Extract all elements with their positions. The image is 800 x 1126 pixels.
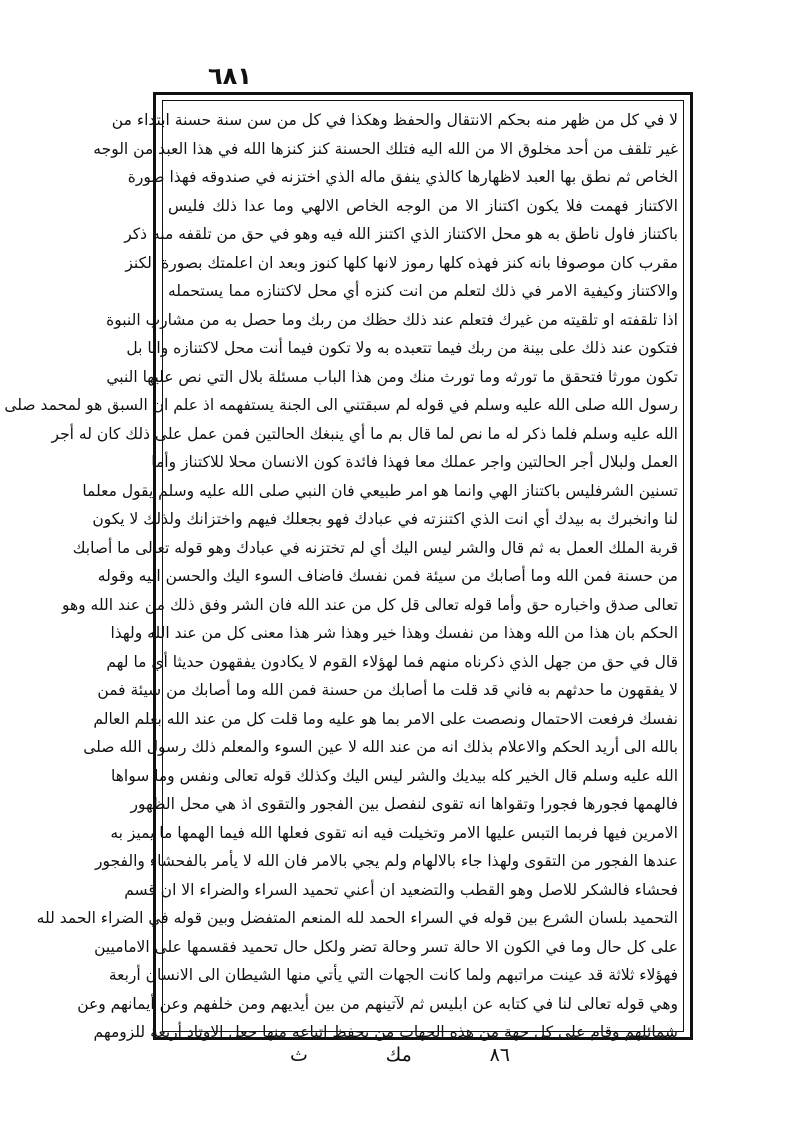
text-line: قال في حق من جهل الذي ذكرناه منهم فما لهؤلاء القوم لا يكادون يفقهون حديثا أي ما لهم <box>106 652 678 671</box>
signature-number: ٨٦ <box>489 1044 510 1066</box>
text-line: بالله الى أريد الحكم والاعلام بذلك انه من عند الله لا عين السوء والمعلم ذلك رسول الله صلى <box>83 738 678 756</box>
text-line: من حسنة فمن الله وما أصابك من سيئة فمن نفسك فاضاف السوء اليك والحسن اليه وقوله <box>97 567 678 585</box>
text-line: العمل ولبلال أجر الحالتين واجر عملك معا فهذا فائدة كون الانسان محلا للاكتناز وأما <box>151 453 678 471</box>
text-line: فتكون عند ذلك على بينة من ربك فيما تتعبده به ولا تكون فيما أنت محل لاكتنازه وانا بل <box>126 339 678 357</box>
text-line: لنا وانخبرك به بيدك أي انت الذي اكتنزته في عبادك فهو بجعلك فيهم واختزانك ولذلك لا يكون <box>92 510 678 528</box>
text-line: رسول الله صلى الله عليه وسلم في قوله لم سبقتني الى الجنة يستفهمه اذ علم ان السبق هو لمحمد صلى <box>4 396 678 414</box>
text-line: مقرب كان موصوفا بانه كنز فهذه كلها رموز لانها كلها كنوز وبعد ان اعلمتك بصورة الكنز <box>125 253 678 272</box>
text-line: شمائلهم وقام على كل جهة من هذه الجهات من يحفظ اتباعه منها جعل الاوتاد أربعة للزومهم <box>93 1023 678 1041</box>
text-line: لا يفقهون ما حدثهم به فاني قد قلت ما أصابك من حسنة فمن الله وما أصابك من سيئة فمن <box>97 681 678 699</box>
text-line: والاكتناز وكيفية الامر في ذلك لتعلم من انت كنزه أي محل لاكتنازه مما يستحمله <box>168 282 678 300</box>
text-line: وهي قوله تعالى لنا في كتابه عن ابليس ثم لآتينهم من بين أيديهم ومن خلفهم وعن أيمانهم وعن <box>77 994 678 1013</box>
text-line: الحكم بان هذا من الله وهذا من نفسك وهذا خير وهذا شر هذا معنى كل من عند الله ولهذا <box>110 624 678 642</box>
signature-letter: ث <box>290 1044 308 1066</box>
text-line: فهؤلاء ثلاثة قد عينت مراتبهم ولما كانت الجهات التي يأتي منها الشيطان الى الانسان أربعة <box>108 966 678 984</box>
text-line: غير تلقف من أحد مخلوق الا من الله اليه فتلك الحسنة كنز كنزها الله في هذا العبد من الوجه <box>93 139 678 158</box>
text-line: التحميد بلسان الشرع بين قوله في السراء الحمد لله المنعم المتفضل وبين قوله في الضراء الحمد لله <box>36 909 678 927</box>
text-line: باكتناز فاول ناطق به هو محل الاكتناز الذي اكتنز الله فيه وهو في حق من تلقفه منه ذكر <box>124 225 678 243</box>
text-line: نفسك فرفعت الاحتمال ونصصت على الامر بما هو عليه وما قلت كل من عند الله بعلم العالم <box>93 709 678 728</box>
text-line: الخاص ثم نطق بها العبد لاظهارها كالذي ينفق ماله الذي اختزنه في صندوقه فهذا صورة <box>127 168 678 186</box>
text-line: على كل حال وما في الكون الا حالة تسر وحالة تضر ولكل حال تحميد فقسمها على الاماميين <box>94 937 678 956</box>
body-text <box>4 106 678 1041</box>
text-line: الاكتناز فهمت فلا يكون اكتناز الا من الوجه الخاص الالهي وما عدا ذلك فليس <box>168 196 678 215</box>
page-number: ٦٨١ <box>208 62 252 90</box>
text-line: قربة الملك العمل به ثم قال والشر ليس اليك أي لم تختزنه في عبادك وهو قوله تعالى ما أصابك <box>72 538 678 557</box>
text-line: تسنين الشرفليس باكتناز الهي وانما هو امر طبيعي فان النبي صلى الله عليه وسلم يقول معلما <box>82 481 678 500</box>
text-line: فحشاء فالشكر للاصل وهو القطب والتضعيد ان أعني تحميد السراء والضراء الا ان قسم <box>124 880 678 899</box>
text-line: الامرين فيها فربما التبس عليها الامر وتخيلت فيه انه تقوى فعلها الله فيما الهمها ما يميز به <box>110 823 678 842</box>
text-line: فالهمها فجورها فجورا وتقواها انه تقوى لنفصل بين الفجور والتقوى اذ هي محل الظهور <box>130 795 678 813</box>
signature-code: مك <box>385 1044 412 1066</box>
text-line: لا في كل من ظهر منه بحكم الانتقال والحفظ وهكذا في كل من سن سنة حسنة ابتداء من <box>111 111 678 129</box>
signature-mark <box>290 1040 510 1070</box>
text-line: تكون مورثا فتحقق ما تورثه وما تورث منك ومن هذا الباب مسئلة بلال التي نص عليها النبي <box>106 367 678 386</box>
text-line: اذا تلقفته او تلقيته من غيرك فتعلم عند ذلك حظك من ربك وما حصل به من مشارب النبوة <box>106 310 678 329</box>
text-line: عندها الفجور من التقوى ولهذا جاء بالالهام ولم يجي بالامر فان الله لا يأمر بالفحشاء والفجور <box>95 852 678 870</box>
text-line: الله عليه وسلم قال الخير كله بيديك والشر ليس اليك وكذلك قوله تعالى ونفس وما سواها <box>111 766 678 785</box>
text-line: تعالى صدق واخباره حق وأما قوله تعالى قل كل من عند الله فان الشر وفق ذلك من عند الله وهو <box>61 595 678 614</box>
text-line: الله عليه وسلم فلما ذكر له ما نص لما قال بم ما أي ينبغك الحالتين فمن عمل على ذلك كان له أجر <box>51 424 678 443</box>
